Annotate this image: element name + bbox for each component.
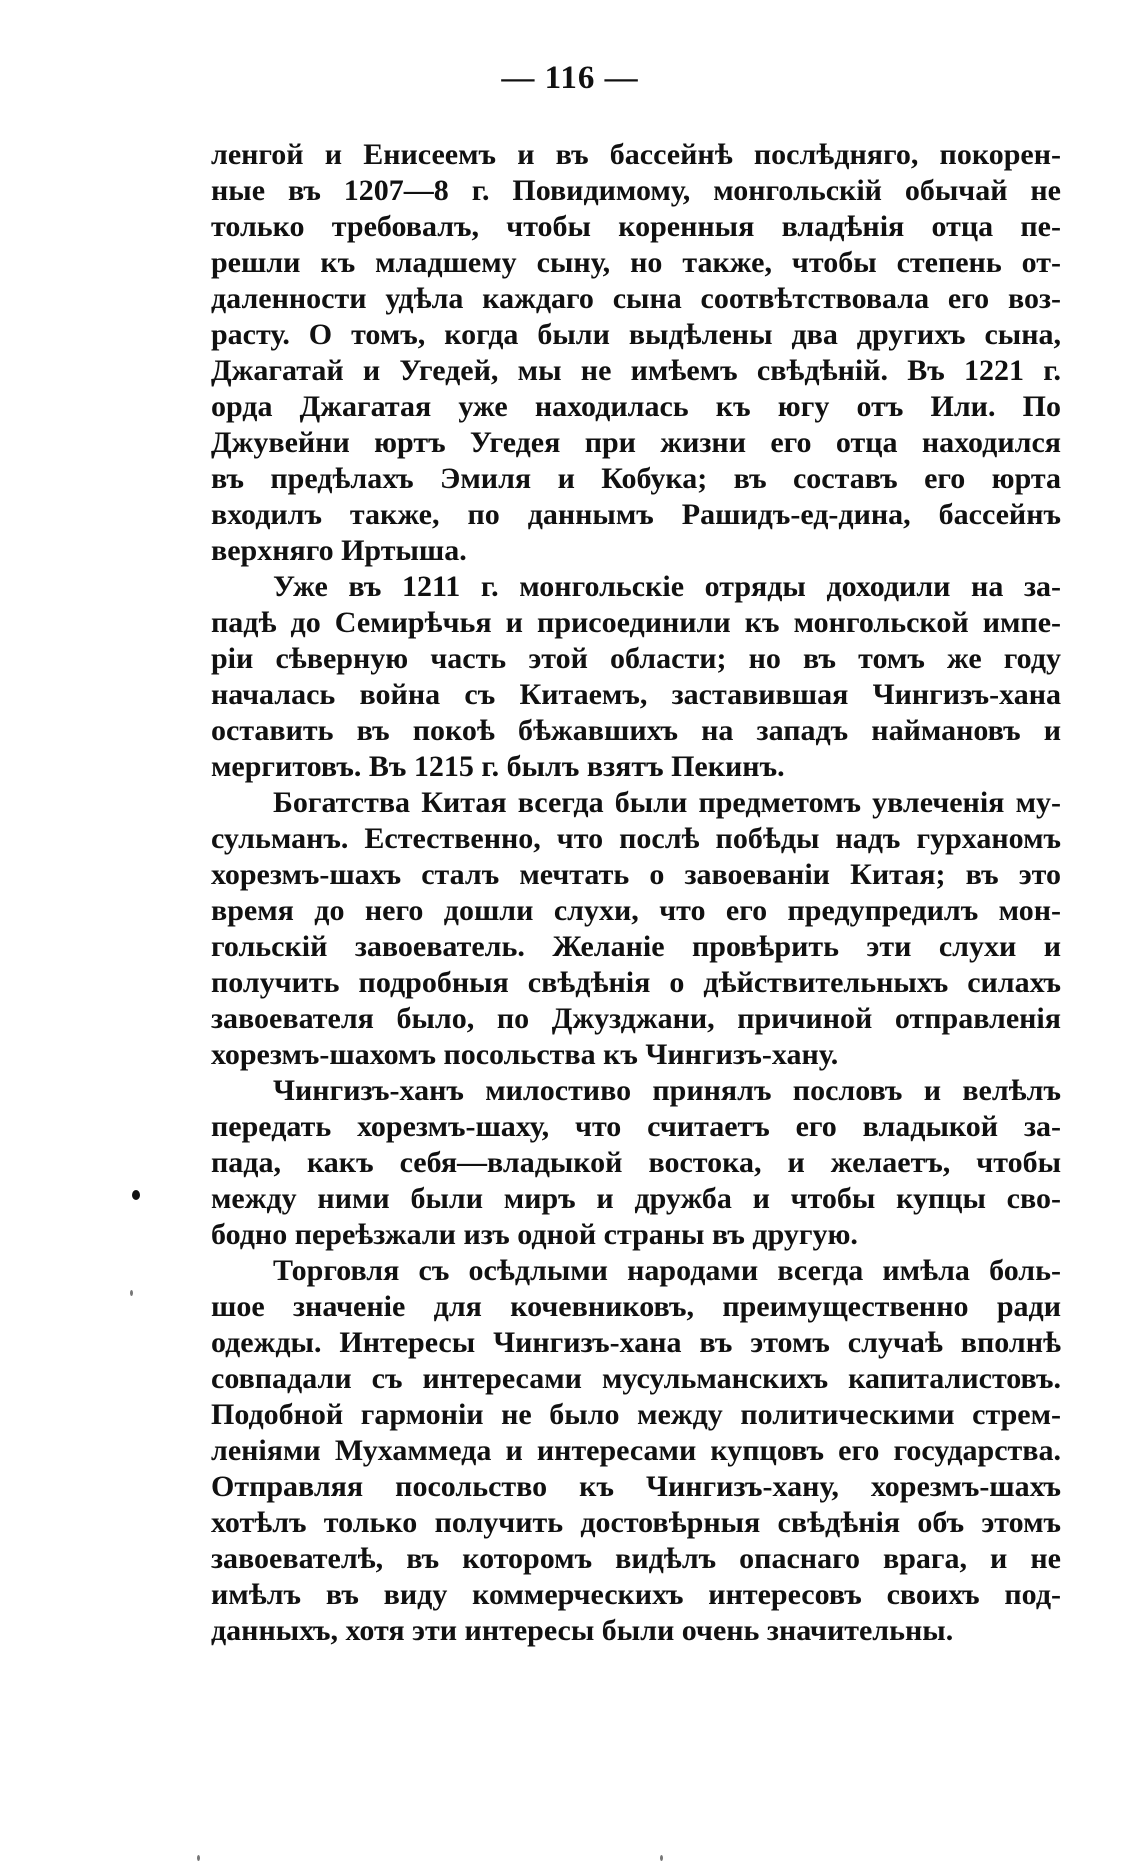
text-line: падѣ до Семирѣчья и присоединили къ монгольской импе-	[211, 606, 1061, 639]
text-line: ленгой и Енисеемъ и въ бассейнѣ послѣдняго, покорен-	[211, 138, 1061, 171]
text-line: хорезмъ-шахъ сталъ мечтать о завоеваніи Китая; въ это	[211, 858, 1061, 891]
ink-speck	[132, 1190, 140, 1200]
paragraph-2	[211, 569, 1061, 785]
text-line: Джувейни юртъ Угедея при жизни его отца находился	[211, 426, 1061, 459]
text-line: имѣлъ въ виду коммерческихъ интересовъ своихъ под-	[211, 1578, 1061, 1611]
ink-speck	[130, 1290, 133, 1296]
text-line: началась война съ Китаемъ, заставившая Чингизъ-хана	[211, 678, 1061, 711]
text-line: пада, какъ себя—владыкой востока, и желаетъ, чтобы	[211, 1146, 1061, 1179]
text-line: решли къ младшему сыну, но также, чтобы степень от-	[211, 246, 1061, 279]
text-line: Уже въ 1211 г. монгольскіе отряды доходили на за-	[273, 570, 1061, 603]
text-line: данныхъ, хотя эти интересы были очень значительны.	[211, 1614, 954, 1647]
text-line: Джагатай и Угедей, мы не имѣемъ свѣдѣній. Въ 1221 г.	[211, 354, 1061, 387]
paragraph-1	[211, 137, 1061, 569]
text-line: входилъ также, по даннымъ Рашидъ-ед-дина, бассейнъ	[211, 498, 1061, 531]
paragraph-4	[211, 1073, 1061, 1253]
text-line: бодно переѣзжали изъ одной страны въ другую.	[211, 1218, 858, 1251]
text-line: получить подробныя свѣдѣнія о дѣйствительныхъ силахъ	[211, 966, 1061, 999]
text-line: расту. О томъ, когда были выдѣлены два другихъ сына,	[211, 318, 1061, 351]
text-line: завоевателѣ, въ которомъ видѣлъ опаснаго врага, и не	[211, 1542, 1061, 1575]
text-line: совпадали съ интересами мусульманскихъ капиталистовъ.	[211, 1362, 1061, 1395]
text-line: время до него дошли слухи, что его предупредилъ мон-	[211, 894, 1061, 927]
text-line: между ними были миръ и дружба и чтобы купцы сво-	[211, 1182, 1061, 1215]
text-line: завоевателя было, по Джузджани, причиной отправленія	[211, 1002, 1061, 1035]
text-line: Богатства Китая всегда были предметомъ увлеченія му-	[273, 786, 1061, 819]
text-line: только требовалъ, чтобы коренныя владѣнія отца пе-	[211, 210, 1061, 243]
text-line: ные въ 1207—8 г. Повидимому, монгольскій обычай не	[211, 174, 1061, 207]
text-line: верхняго Иртыша.	[211, 534, 467, 567]
text-line: передать хорезмъ-шаху, что считаетъ его владыкой за-	[211, 1110, 1061, 1143]
paragraph-3	[211, 785, 1061, 1073]
text-line: хорезмъ-шахомъ посольства къ Чингизъ-хану.	[211, 1038, 839, 1071]
text-line: одежды. Интересы Чингизъ-хана въ этомъ случаѣ вполнѣ	[211, 1326, 1061, 1359]
text-line: гольскій завоеватель. Желаніе провѣрить эти слухи и	[211, 930, 1061, 963]
text-line: оставить въ покоѣ бѣжавшихъ на западъ наймановъ и	[211, 714, 1061, 747]
ink-speck	[660, 1855, 663, 1861]
ink-speck	[197, 1855, 200, 1861]
text-line: въ предѣлахъ Эмиля и Кобука; въ составъ его юрта	[211, 462, 1061, 495]
text-line: шое значеніе для кочевниковъ, преимущественно ради	[211, 1290, 1061, 1323]
page-number: — 116 —	[501, 60, 639, 96]
text-line: хотѣлъ только получить достовѣрныя свѣдѣнія объ этомъ	[211, 1506, 1061, 1539]
body-text	[211, 137, 1061, 1649]
text-line: орда Джагатая уже находилась къ югу отъ Или. По	[211, 390, 1061, 423]
text-line: Отправляя посольство къ Чингизъ-хану, хорезмъ-шахъ	[211, 1470, 1061, 1503]
text-line: сульманъ. Естественно, что послѣ побѣды надъ гурханомъ	[211, 822, 1061, 855]
text-line: мергитовъ. Въ 1215 г. былъ взятъ Пекинъ.	[211, 750, 785, 783]
text-line: леніями Мухаммеда и интересами купцовъ его государства.	[211, 1434, 1061, 1467]
text-line: ріи сѣверную часть этой области; но въ томъ же году	[211, 642, 1061, 675]
paragraph-5	[211, 1253, 1061, 1649]
text-line: Торговля съ осѣдлыми народами всегда имѣла боль-	[273, 1254, 1061, 1287]
text-line: Чингизъ-ханъ милостиво принялъ пословъ и велѣлъ	[273, 1074, 1061, 1107]
text-line: Подобной гармоніи не было между политическими стрем-	[211, 1398, 1061, 1431]
text-line: даленности удѣла каждаго сына соотвѣтствовала его воз-	[211, 282, 1061, 315]
